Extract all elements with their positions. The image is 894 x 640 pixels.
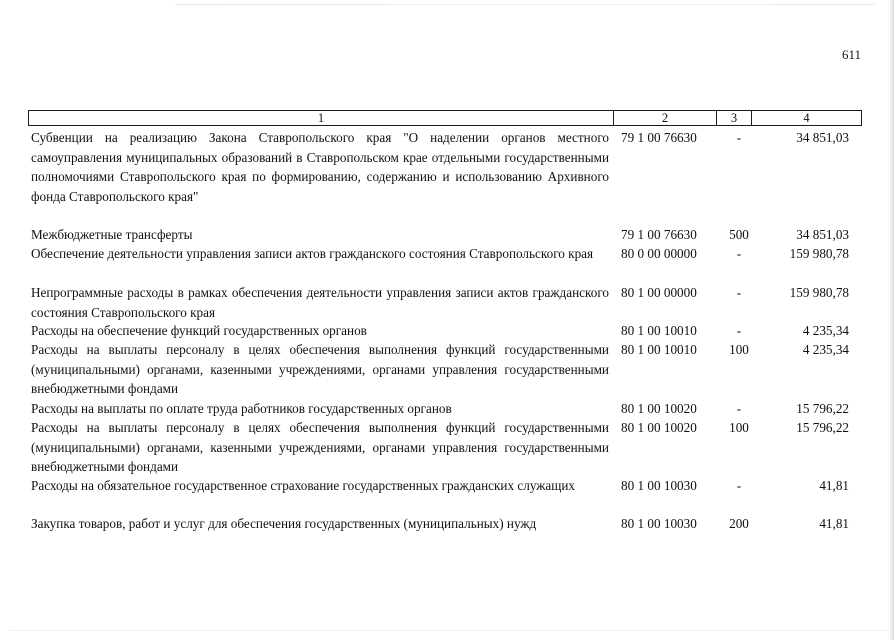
- row-name: Непрограммные расходы в рамках обеспечения деятельности управления записи актов гражданского состояния Ставропольского края: [31, 285, 609, 320]
- row-amount: 41,81: [819, 516, 849, 531]
- page-number: 611: [842, 47, 862, 62]
- row-amount: 34 851,03: [796, 227, 849, 242]
- row-amount: 4 235,34: [802, 342, 849, 357]
- row-amount: 15 796,22: [796, 401, 849, 416]
- scan-edge-top: [175, 4, 875, 5]
- row-vr: 100: [729, 342, 749, 357]
- row-amount: 159 980,78: [789, 285, 849, 300]
- row-code: 80 1 00 10030: [621, 516, 697, 531]
- row-amount: 4 235,34: [802, 323, 849, 338]
- row-name: Расходы на выплаты по оплате труда работников государственных органов: [31, 401, 452, 416]
- row-name: Закупка товаров, работ и услуг для обеспечения государственных (муниципальных) нужд: [31, 516, 537, 531]
- header-col-1: 1: [317, 111, 325, 125]
- row-vr: -: [736, 478, 742, 493]
- header-col-3: 3: [730, 111, 738, 125]
- row-name: Расходы на обязательное государственное страхование государственных гражданских служащих: [31, 478, 576, 493]
- row-code: 80 1 00 10010: [621, 323, 697, 338]
- row-name: Межбюджетные трансферты: [31, 227, 193, 242]
- row-code: 80 1 00 10030: [621, 478, 697, 493]
- row-name: Расходы на выплаты персоналу в целях обеспечения выполнения функций государственными (муниципальными) органами, казенными учреждениями, органами управления государственными внебюджетными фондами: [31, 420, 609, 474]
- row-vr: 500: [729, 227, 749, 242]
- row-vr: 100: [729, 420, 749, 435]
- row-amount: 159 980,78: [789, 246, 849, 261]
- row-amount: 15 796,22: [796, 420, 849, 435]
- row-code: 80 1 00 10020: [621, 401, 697, 416]
- row-vr: -: [736, 246, 742, 261]
- row-code: 79 1 00 76630: [621, 130, 697, 145]
- row-name: Субвенции на реализацию Закона Ставропольского края "О наделении органов местного самоуправления муниципальных образований в Ставропольском крае отдельными государственными полномочиями Ставропольского края по формированию, содержанию и использованию Архивного фонда Ставропольского края": [31, 130, 609, 204]
- row-name: Расходы на выплаты персоналу в целях обеспечения выполнения функций государственными (муниципальными) органами, казенными учреждениями, органами управления государственными внебюджетными фондами: [31, 342, 609, 396]
- row-code: 80 1 00 10020: [621, 420, 697, 435]
- row-name: Обеспечение деятельности управления записи актов гражданского состояния Ставропольского края: [31, 246, 594, 261]
- row-vr: -: [736, 285, 742, 300]
- scan-edge-bottom: [10, 630, 890, 631]
- row-amount: 34 851,03: [796, 130, 849, 145]
- scan-edge-right: [889, 0, 894, 640]
- row-vr: -: [736, 323, 742, 338]
- row-code: 80 1 00 10010: [621, 342, 697, 357]
- row-code: 80 0 00 00000: [621, 246, 697, 261]
- table-header: [28, 110, 862, 126]
- row-name: Расходы на обеспечение функций государственных органов: [31, 323, 367, 338]
- header-col-4: 4: [803, 111, 810, 125]
- row-code: 80 1 00 00000: [621, 285, 697, 300]
- row-vr: -: [736, 401, 742, 416]
- row-vr: 200: [729, 516, 749, 531]
- row-code: 79 1 00 76630: [621, 227, 697, 242]
- row-amount: 41,81: [819, 478, 849, 493]
- header-col-2: 2: [661, 111, 669, 125]
- row-vr: -: [736, 130, 742, 145]
